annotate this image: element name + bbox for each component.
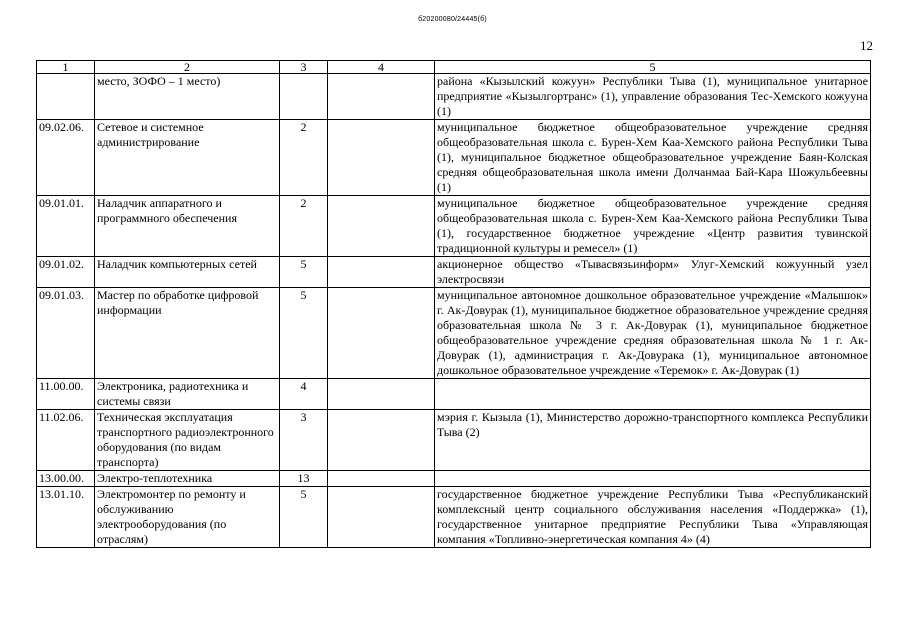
organizations-cell: муниципальное автономное дошкольное образовательное учреждение «Малышок» г. Ак-Довурак (1), муниципальное бюджетное образовательное учреждение средняя образовательная школа № 3 г. Ак-Довурак (1), муниципальное бюджетное общеобразовательное учреждение средняя образовательная школа № 1 г. Ак-Довурак (1), администрация г. Ак-Довурака (1), муниципальное автономное дошкольное образовательное учреждение «Теремок» г. Ак-Довурак (1) bbox=[435, 288, 871, 379]
table-row bbox=[37, 410, 871, 471]
organizations-cell: акционерное общество «Тывасвязьинформ» Улуг-Хемский кожуунный узел электросвязи bbox=[435, 257, 871, 288]
places-count: 2 bbox=[280, 196, 328, 257]
specialty-name: Сетевое и системное администрирование bbox=[95, 120, 280, 196]
table-row bbox=[37, 120, 871, 196]
organizations-cell: муниципальное бюджетное общеобразовательное учреждение средняя общеобразовательная школа с. Бурен-Хем Каа-Хемского района Республики Тыва (1), муниципальное бюджетное общеобразовательное учреждение Баян-Колская средняя общеобразовательная школа имени Долчанмаа Бай-Кара Шожульбеевны (1) bbox=[435, 120, 871, 196]
table-header-row bbox=[37, 61, 871, 74]
specialty-name: Электро-теплотехника bbox=[95, 471, 280, 487]
organizations-cell: государственное бюджетное учреждение Республики Тыва «Республиканский комплексный центр социального обслуживания населения «Поддержка» (1), государственное унитарное предприятие Республики Тыва «Управляющая компания «Топливно-энергетическая компания 4» (4) bbox=[435, 487, 871, 548]
specialty-code: 09.01.03. bbox=[37, 288, 95, 379]
specialty-name: Мастер по обработке цифровой информации bbox=[95, 288, 280, 379]
specialty-code: 09.02.06. bbox=[37, 120, 95, 196]
column-4-cell bbox=[328, 410, 435, 471]
table-row bbox=[37, 74, 871, 120]
table-row bbox=[37, 487, 871, 548]
places-count: 4 bbox=[280, 379, 328, 410]
places-count: 5 bbox=[280, 288, 328, 379]
header-cell: 4 bbox=[328, 61, 435, 74]
column-4-cell bbox=[328, 120, 435, 196]
page-number: 12 bbox=[860, 38, 873, 53]
table-row bbox=[37, 379, 871, 410]
specialty-code: 11.00.00. bbox=[37, 379, 95, 410]
header-cell: 1 bbox=[37, 61, 95, 74]
organizations-cell: мэрия г. Кызыла (1), Министерство дорожно-транспортного комплекса Республики Тыва (2) bbox=[435, 410, 871, 471]
document-id: б20200080/24445(б) bbox=[418, 16, 487, 23]
specialty-code: 11.02.06. bbox=[37, 410, 95, 471]
header-cell: 3 bbox=[280, 61, 328, 74]
column-4-cell bbox=[328, 487, 435, 548]
header-cell: 2 bbox=[95, 61, 280, 74]
specialties-table bbox=[36, 60, 871, 548]
places-count: 5 bbox=[280, 257, 328, 288]
column-4-cell bbox=[328, 257, 435, 288]
organizations-cell bbox=[435, 379, 871, 410]
organizations-cell: муниципальное бюджетное общеобразовательное учреждение средняя общеобразовательная школа с. Бурен-Хем Каа-Хемского района Республики Тыва (1), государственное бюджетное учреждение «Центр развития тувинской традиционной культуры и ремесел» (1) bbox=[435, 196, 871, 257]
specialty-code: 13.00.00. bbox=[37, 471, 95, 487]
table-row bbox=[37, 257, 871, 288]
specialty-name: место, ЗОФО – 1 место) bbox=[95, 74, 280, 120]
places-count: 13 bbox=[280, 471, 328, 487]
specialty-code: 09.01.02. bbox=[37, 257, 95, 288]
column-4-cell bbox=[328, 379, 435, 410]
specialty-code bbox=[37, 74, 95, 120]
specialty-name: Наладчик аппаратного и программного обеспечения bbox=[95, 196, 280, 257]
column-4-cell bbox=[328, 74, 435, 120]
places-count: 2 bbox=[280, 120, 328, 196]
table-row bbox=[37, 196, 871, 257]
table-row bbox=[37, 288, 871, 379]
table-row bbox=[37, 471, 871, 487]
organizations-cell bbox=[435, 471, 871, 487]
specialty-code: 09.01.01. bbox=[37, 196, 95, 257]
places-count bbox=[280, 74, 328, 120]
specialty-name: Электроника, радиотехника и системы связи bbox=[95, 379, 280, 410]
column-4-cell bbox=[328, 196, 435, 257]
header-cell: 5 bbox=[435, 61, 871, 74]
specialty-name: Электромонтер по ремонту и обслуживанию электрооборудования (по отраслям) bbox=[95, 487, 280, 548]
specialty-code: 13.01.10. bbox=[37, 487, 95, 548]
column-4-cell bbox=[328, 288, 435, 379]
column-4-cell bbox=[328, 471, 435, 487]
specialty-name: Наладчик компьютерных сетей bbox=[95, 257, 280, 288]
organizations-cell: района «Кызылский кожуун» Республики Тыва (1), муниципальное унитарное предприятие «Кызылгортранс» (1), управление образования Тес-Хемского кожууна (1) bbox=[435, 74, 871, 120]
places-count: 5 bbox=[280, 487, 328, 548]
specialty-name: Техническая эксплуатация транспортного радиоэлектронного оборудования (по видам транспорта) bbox=[95, 410, 280, 471]
places-count: 3 bbox=[280, 410, 328, 471]
